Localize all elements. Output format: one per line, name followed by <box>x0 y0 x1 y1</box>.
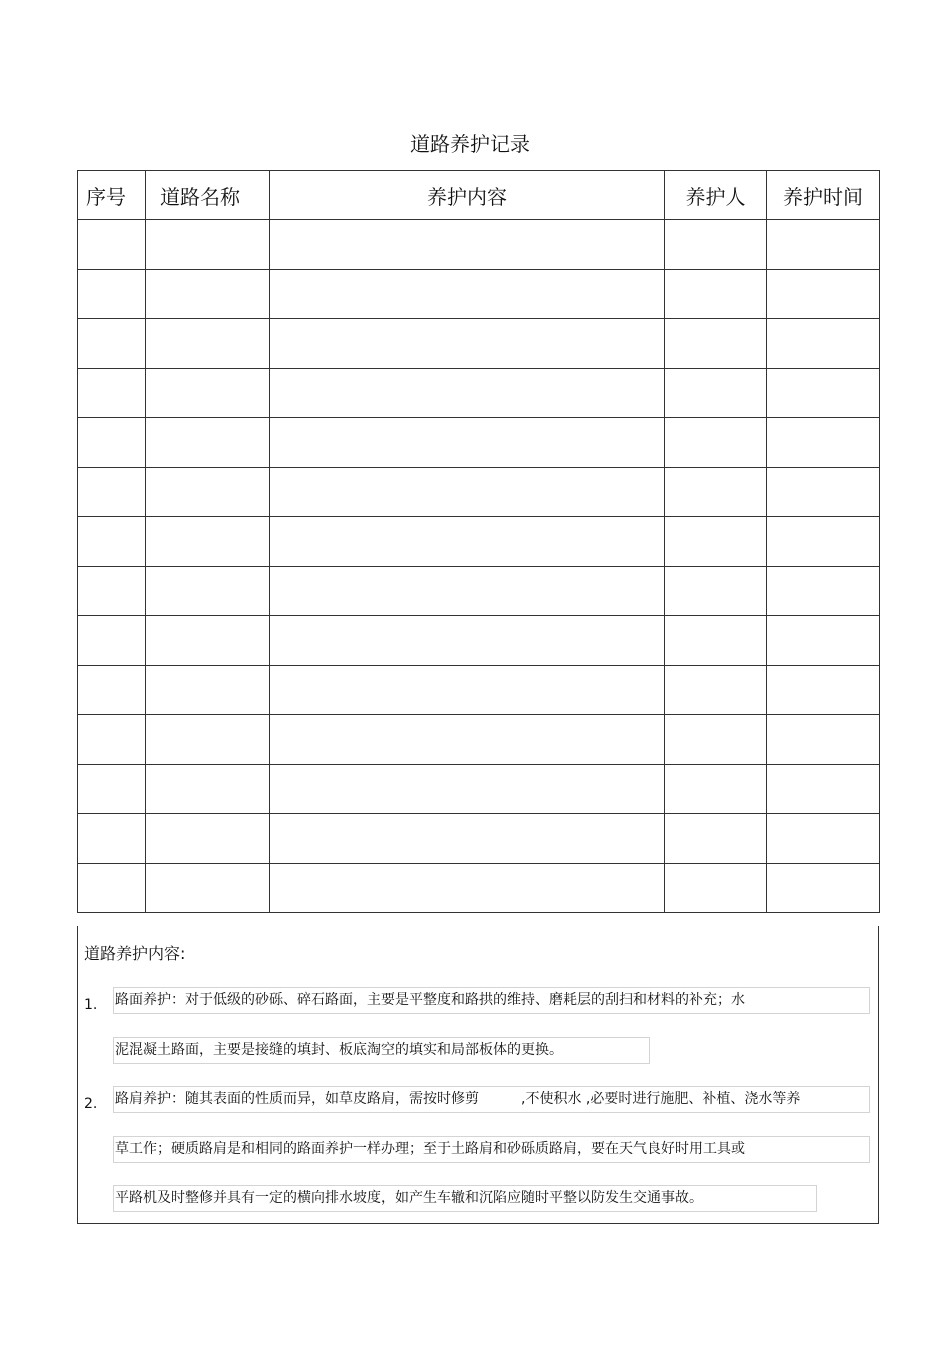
cell-time[interactable] <box>767 665 880 715</box>
cell-content[interactable] <box>270 863 665 913</box>
cell-road-name[interactable] <box>146 566 270 616</box>
cell-content[interactable] <box>270 418 665 468</box>
cell-seq[interactable] <box>78 715 146 765</box>
cell-time[interactable] <box>767 368 880 418</box>
note-2-line-3: 平路机及时整修并具有一定的横向排水坡度，如产生车辙和沉陷应随时平整以防发生交通事故。 <box>113 1185 817 1212</box>
cell-person[interactable] <box>665 665 767 715</box>
cell-person[interactable] <box>665 418 767 468</box>
cell-road-name[interactable] <box>146 814 270 864</box>
cell-content[interactable] <box>270 467 665 517</box>
cell-content[interactable] <box>270 616 665 666</box>
cell-road-name[interactable] <box>146 863 270 913</box>
cell-road-name[interactable] <box>146 319 270 369</box>
cell-time[interactable] <box>767 764 880 814</box>
table-row <box>78 764 880 814</box>
cell-seq[interactable] <box>78 418 146 468</box>
cell-seq[interactable] <box>78 319 146 369</box>
table-row <box>78 220 880 270</box>
cell-road-name[interactable] <box>146 665 270 715</box>
cell-time[interactable] <box>767 715 880 765</box>
cell-person[interactable] <box>665 467 767 517</box>
cell-time[interactable] <box>767 418 880 468</box>
table-row <box>78 863 880 913</box>
page-title: 道路养护记录 <box>410 132 530 156</box>
cell-person[interactable] <box>665 319 767 369</box>
cell-person[interactable] <box>665 616 767 666</box>
header-seq: 序号 <box>78 171 146 220</box>
cell-seq[interactable] <box>78 863 146 913</box>
cell-road-name[interactable] <box>146 467 270 517</box>
cell-time[interactable] <box>767 269 880 319</box>
cell-road-name[interactable] <box>146 616 270 666</box>
table-row <box>78 368 880 418</box>
header-road-name: 道路名称 <box>146 171 270 220</box>
cell-person[interactable] <box>665 715 767 765</box>
table-row <box>78 616 880 666</box>
cell-time[interactable] <box>767 319 880 369</box>
table-row <box>78 418 880 468</box>
cell-seq[interactable] <box>78 566 146 616</box>
note-1-number: 1. <box>84 997 98 1013</box>
cell-road-name[interactable] <box>146 715 270 765</box>
table-row <box>78 566 880 616</box>
cell-time[interactable] <box>767 566 880 616</box>
cell-content[interactable] <box>270 715 665 765</box>
header-content: 养护内容 <box>270 171 665 220</box>
cell-seq[interactable] <box>78 814 146 864</box>
note-1-line-2: 泥混凝土路面，主要是接缝的填封、板底淘空的填实和局部板体的更换。 <box>113 1037 650 1064</box>
table-row <box>78 319 880 369</box>
cell-content[interactable] <box>270 764 665 814</box>
maintenance-record-table <box>77 170 880 913</box>
cell-content[interactable] <box>270 566 665 616</box>
cell-road-name[interactable] <box>146 418 270 468</box>
cell-person[interactable] <box>665 368 767 418</box>
cell-road-name[interactable] <box>146 517 270 567</box>
table-header-row <box>78 171 880 220</box>
cell-seq[interactable] <box>78 616 146 666</box>
cell-person[interactable] <box>665 814 767 864</box>
note-2-number: 2. <box>84 1096 98 1112</box>
cell-seq[interactable] <box>78 467 146 517</box>
cell-road-name[interactable] <box>146 269 270 319</box>
cell-time[interactable] <box>767 863 880 913</box>
table-row <box>78 517 880 567</box>
cell-person[interactable] <box>665 269 767 319</box>
cell-seq[interactable] <box>78 220 146 270</box>
table-body <box>78 220 880 913</box>
cell-content[interactable] <box>270 814 665 864</box>
cell-content[interactable] <box>270 319 665 369</box>
cell-time[interactable] <box>767 616 880 666</box>
table-row <box>78 715 880 765</box>
cell-person[interactable] <box>665 566 767 616</box>
note-2-line-1: 路肩养护：随其表面的性质而异，如草皮路肩，需按时修剪 ,不使积水 ,必要时进行施肥、补植、浇水等养 <box>113 1086 870 1113</box>
notes-heading: 道路养护内容: <box>84 944 186 963</box>
cell-content[interactable] <box>270 665 665 715</box>
cell-road-name[interactable] <box>146 764 270 814</box>
cell-seq[interactable] <box>78 517 146 567</box>
header-person: 养护人 <box>665 171 767 220</box>
cell-person[interactable] <box>665 220 767 270</box>
table-row <box>78 665 880 715</box>
cell-content[interactable] <box>270 220 665 270</box>
notes-section <box>77 926 879 1224</box>
cell-road-name[interactable] <box>146 368 270 418</box>
cell-content[interactable] <box>270 269 665 319</box>
note-1-line-1: 路面养护：对于低级的砂砾、碎石路面，主要是平整度和路拱的维持、磨耗层的刮扫和材料的补充；水 <box>113 987 870 1014</box>
table-row <box>78 814 880 864</box>
cell-person[interactable] <box>665 764 767 814</box>
cell-time[interactable] <box>767 517 880 567</box>
cell-time[interactable] <box>767 467 880 517</box>
cell-seq[interactable] <box>78 269 146 319</box>
cell-time[interactable] <box>767 814 880 864</box>
cell-seq[interactable] <box>78 764 146 814</box>
table-row <box>78 269 880 319</box>
cell-seq[interactable] <box>78 665 146 715</box>
cell-time[interactable] <box>767 220 880 270</box>
note-2-line-2: 草工作；硬质路肩是和相同的路面养护一样办理；至于土路肩和砂砾质路肩，要在天气良好时用工具或 <box>113 1136 870 1163</box>
cell-seq[interactable] <box>78 368 146 418</box>
header-time: 养护时间 <box>767 171 880 220</box>
table-row <box>78 467 880 517</box>
cell-road-name[interactable] <box>146 220 270 270</box>
cell-content[interactable] <box>270 517 665 567</box>
cell-content[interactable] <box>270 368 665 418</box>
cell-person[interactable] <box>665 863 767 913</box>
cell-person[interactable] <box>665 517 767 567</box>
